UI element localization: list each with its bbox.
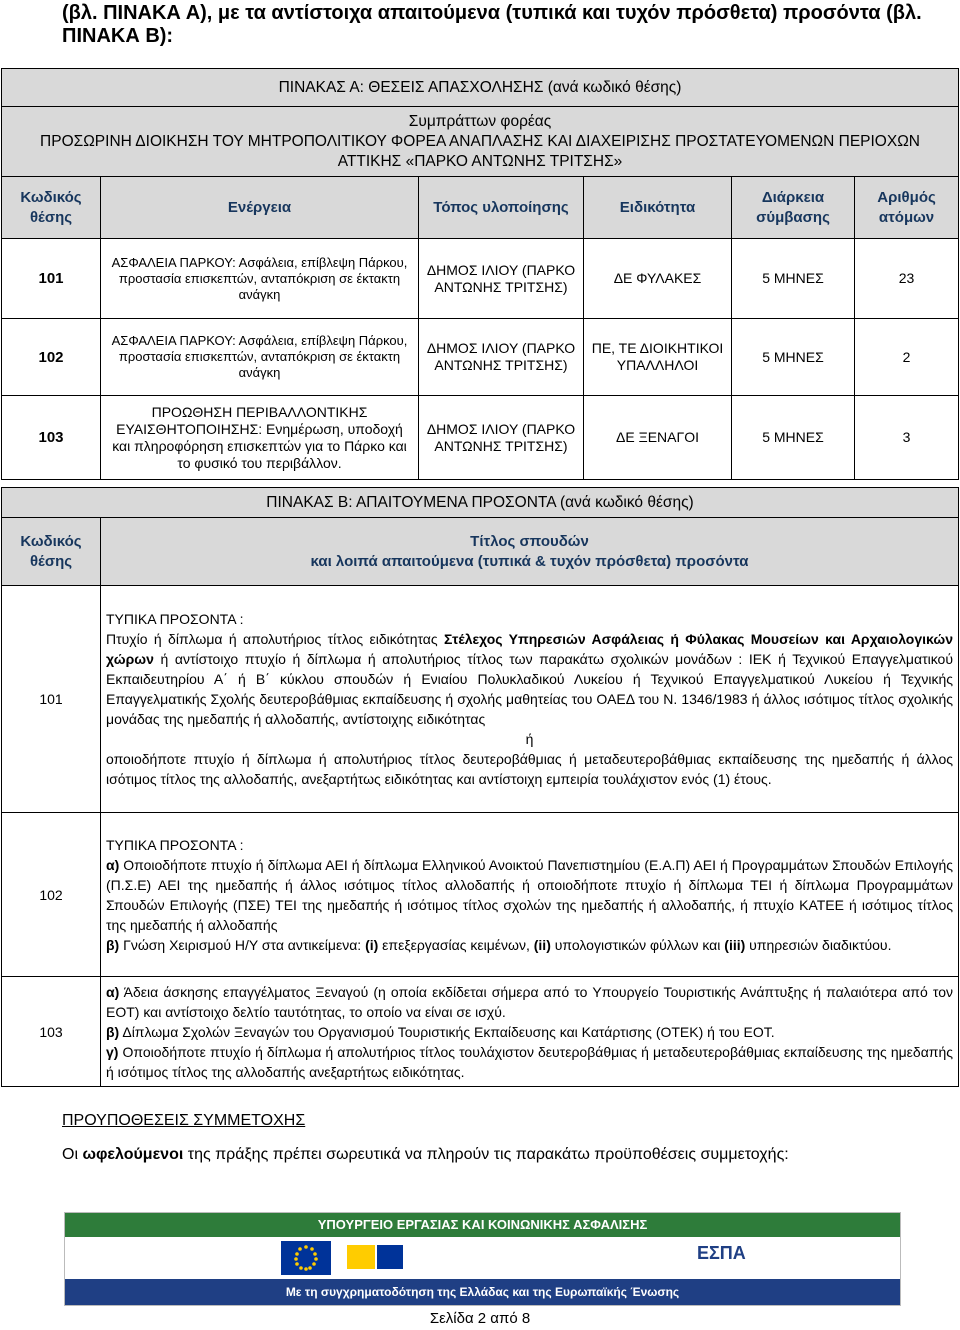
row-code: 101 (2, 239, 101, 319)
item-text: Άδεια άσκησης επαγγέλματος Ξεναγού (η οποία εκδίδεται σήμερα από το Υπουργείο Τουριστικής Ανάπτυξης ή παλαιότερα από τον ΕΟΤ) και αντίστοιχο δελτίο ταυτότητας, το οποίο να είναι σε ισχύ. (106, 983, 953, 1020)
item-label: α) (106, 983, 120, 1000)
table-row (2, 396, 959, 480)
table-b (1, 487, 959, 1087)
item-label: α) (106, 856, 120, 873)
qual-item-a (106, 982, 953, 1022)
ministry-title: ΥΠΟΥΡΓΕΙΟ ΕΡΓΑΣΙΑΣ ΚΑΙ ΚΟΙΝΩΝΙΚΗΣ ΑΣΦΑΛΙΣΗΣ (65, 1213, 900, 1237)
row-specialty: ΠΕ, ΤΕ ΔΙΟΙΚΗΤΙΚΟΙ ΥΠΑΛΛΗΛΟΙ (584, 319, 732, 396)
conditions-text (62, 1144, 900, 1166)
conditions-heading: ΠΡΟΥΠΟΘΕΣΕΙΣ ΣΥΜΜΕΤΟΧΗΣ (62, 1112, 306, 1129)
row-code: 102 (2, 813, 101, 977)
qual-heading: ΤΥΠΙΚΑ ΠΡΟΣΟΝΤΑ : (106, 836, 244, 853)
intro-text: (βλ. ΠΙΝΑΚΑ Α), με τα αντίστοιχα απαιτούμενα (τυπικά και τυχόν πρόσθετα) προσόντα (βλ. ΠΙΝΑΚΑ Β): (62, 2, 922, 47)
table-row (2, 586, 959, 813)
qual-text: Πτυχίο ή δίπλωμα ή απολυτήριος τίτλος ειδικότητας (106, 631, 445, 647)
col-place-header: Τόπος υλοποίησης (419, 177, 584, 239)
qual-paragraph (106, 629, 953, 729)
row-specialty: ΔΕ ΦΥΛΑΚΕΣ (584, 239, 732, 319)
partner-name: ΠΡΟΣΩΡΙΝΗ ΔΙΟΙΚΗΣΗ ΤΟΥ ΜΗΤΡΟΠΟΛΙΤΙΚΟΥ ΦΟΡΕΑ ΑΝΑΠΛΑΣΗΣ ΚΑΙ ΔΙΑΧΕΙΡΙΣΗΣ ΠΡΟΣΤΑΤΕΥΟΜΕΝΩΝ ΠΕΡΙΟΧΩΝ ΑΤΤΙΚΗΣ «ΠΑΡΚΟ ΑΝΤΩΝΗΣ ΤΡΙΤΣΗΣ» (40, 132, 920, 170)
qual-item-b (106, 1022, 953, 1042)
row-code: 101 (2, 586, 101, 813)
table-a (1, 68, 959, 480)
col-duration-header: Διάρκεια σύμβασης (732, 177, 855, 239)
cofunding-text: Με τη συγχρηματοδότηση της Ελλάδας και της Ευρωπαϊκής Ένωσης (65, 1279, 900, 1305)
conditions-text-part: της πράξης πρέπει σωρευτικά να πληρούν τις παρακάτω προϋποθέσεις συμμετοχής: (183, 1146, 789, 1163)
row-duration: 5 ΜΗΝΕΣ (732, 239, 855, 319)
funding-banner (64, 1212, 901, 1306)
banner-logos (65, 1237, 900, 1279)
table-row (2, 977, 959, 1087)
col-count-header: Αριθμός ατόμων (855, 177, 959, 239)
item-text: Οποιοδήποτε πτυχίο ή δίπλωμα ΑΕΙ ή δίπλωμα Ελληνικού Ανοικτού Πανεπιστημίου (Ε.Α.Π) ΑΕΙ ή Προγραμμάτων Σπουδών Επιλογής (Π.Σ.Ε) ΑΕΙ της ημεδαπής ή άλλος ισότιμος τίτλος αλλοδαπής ή οποιοδήποτε πτυχίο ή δίπλωμα ΤΕΙ ή δίπλωμα Προγραμμάτων Σπουδών Επιλογής (ΠΣΕ) ΤΕΙ της ημεδαπής ή ισότιμος τίτλος σχολών της ημεδαπής ή αλλοδαπής, ή πτυχίο ΚΑΤΕΕ ή ισότιμος τίτλος της ημεδαπής ή αλλοδαπής (106, 856, 953, 933)
conditions-emphasis: ωφελούμενοι (82, 1146, 184, 1163)
qual-item-c (106, 1042, 953, 1082)
item-label: (i) (365, 936, 379, 953)
col-code-header: Κωδικός θέσης (2, 518, 101, 586)
row-activity: ΑΣΦΑΛΕΙΑ ΠΑΡΚΟΥ: Ασφάλεια, επίβλεψη Πάρκου, προστασία επισκεπτών, ανταπόκριση σε έκτακτη ανάγκη (101, 319, 419, 396)
qual-item-b (106, 935, 953, 955)
table-row (2, 319, 959, 396)
row-code: 103 (2, 396, 101, 480)
item-text: Γνώση Χειρισμού Η/Υ στα αντικείμενα: (119, 936, 366, 953)
table-b-title: ΠΙΝΑΚΑΣ Β: ΑΠΑΙΤΟΥΜΕΝΑ ΠΡΟΣΟΝΤΑ (ανά κωδικό θέσης) (2, 488, 959, 518)
row-duration: 5 ΜΗΝΕΣ (732, 319, 855, 396)
table-a-partner (2, 107, 959, 177)
row-count: 2 (855, 319, 959, 396)
item-label: (iii) (724, 936, 746, 953)
qual-specialty: Στέλεχος Υπηρεσιών Ασφάλειας ή Φύλακας Μουσείων και Αρχαιολογικών χώρων (106, 631, 953, 667)
row-place: ΔΗΜΟΣ ΙΛΙΟΥ (ΠΑΡΚΟ ΑΝΤΩΝΗΣ ΤΡΙΤΣΗΣ) (419, 319, 584, 396)
conditions-text-part: Οι (62, 1146, 83, 1163)
qual-text: ή αντίστοιχο πτυχίο ή δίπλωμα ή απολυτήριος τίτλος των παρακάτω σχολικών μονάδων : ΙΕΚ ή Τεχνικού Επαγγελματικού Εκπαιδευτηρίου Α΄ ή Β΄ κύκλου σπουδών ή Ενιαίου Πολυκλαδικού Λυκείου ή Τεχνικού Επαγγελματικού Λυκείου ή Τεχνικής Επαγγελματικής Σχολής δευτεροβάθμιας εκπαίδευσης ή σχολής μαθητείας του ΟΑΕΔ του Ν. 1346/1983 ή άλλος ισότιμος τίτλος σχολικής μονάδας της ημεδαπής ή αλλοδαπής, αντίστοιχης ειδικότητας (106, 651, 953, 727)
page-number: Σελίδα 2 από 8 (429, 1310, 531, 1327)
row-duration: 5 ΜΗΝΕΣ (732, 396, 855, 480)
conditions-section (62, 1110, 900, 1166)
qual-or: ή (525, 731, 534, 747)
espa-logo: ΕΣΠΑ (697, 1243, 746, 1263)
qualifications-title: Τίτλος σπουδών (470, 532, 589, 550)
esf-logo-icon (345, 1241, 405, 1275)
col-specialty-header: Ειδικότητα (584, 177, 732, 239)
item-text: υπηρεσιών διαδικτύου. (745, 936, 892, 953)
item-label: γ) (106, 1043, 119, 1060)
col-activity-header: Ενέργεια (101, 177, 419, 239)
item-text: Οποιοδήποτε πτυχίο ή δίπλωμα ή απολυτήριος τίτλος τουλάχιστον δευτεροβάθμιας ή μεταδευτεροβάθμιας εκπαίδευσης της ημεδαπής ή ισότιμος τίτλος της αλλοδαπής ανεξαρτήτως ειδικότητας. (106, 1043, 953, 1080)
table-a-title: ΠΙΝΑΚΑΣ Α: ΘΕΣΕΙΣ ΑΠΑΣΧΟΛΗΣΗΣ (ανά κωδικό θέσης) (2, 69, 959, 107)
row-activity: ΠΡΟΩΘΗΣΗ ΠΕΡΙΒΑΛΛΟΝΤΙΚΗΣ ΕΥΑΙΣΘΗΤΟΠΟΙΗΣΗΣ: Ενημέρωση, υποδοχή και πληροφόρηση επισκεπτών για το Πάρκο και το φυσικό του περιβάλλον. (101, 396, 419, 480)
row-code: 103 (2, 977, 101, 1087)
qualifications-subtitle: και λοιπά απαιτούμενα (τυπικά & τυχόν πρόσθετα) προσόντα (310, 552, 749, 570)
table-row (2, 813, 959, 977)
item-text: υπολογιστικών φύλλων και (550, 936, 725, 953)
row-count: 23 (855, 239, 959, 319)
partner-label: Συμπράττων φορέας (408, 112, 552, 130)
row-specialty: ΔΕ ΞΕΝΑΓΟΙ (584, 396, 732, 480)
item-label: β) (106, 936, 120, 953)
item-text: επεξεργασίας κειμένων, (378, 936, 534, 953)
col-qualifications-header (101, 518, 959, 586)
row-place: ΔΗΜΟΣ ΙΛΙΟΥ (ΠΑΡΚΟ ΑΝΤΩΝΗΣ ΤΡΙΤΣΗΣ) (419, 239, 584, 319)
qual-paragraph: οποιοδήποτε πτυχίο ή δίπλωμα ή απολυτήριος τίτλος δευτεροβάθμιας ή μεταδευτεροβάθμιας εκπαίδευσης της ημεδαπής ή άλλος ισότιμος τίτλος της αλλοδαπής, ανεξαρτήτως ειδικότητας και αντίστοιχη εμπειρία τουλάχιστον ενός (1) έτους. (106, 751, 953, 787)
col-code-header: Κωδικός θέσης (2, 177, 101, 239)
row-qualifications (101, 977, 959, 1087)
item-label: (ii) (533, 936, 551, 953)
item-label: β) (106, 1023, 120, 1040)
item-text: Δίπλωμα Σχολών Ξεναγών του Οργανισμού Τουριστικής Εκπαίδευσης και Κατάρτισης (ΟΤΕΚ) ή του ΕΟΤ. (119, 1023, 775, 1040)
qual-heading: ΤΥΠΙΚΑ ΠΡΟΣΟΝΤΑ : (106, 611, 244, 627)
row-code: 102 (2, 319, 101, 396)
row-count: 3 (855, 396, 959, 480)
table-row (2, 239, 959, 319)
row-qualifications (101, 813, 959, 977)
row-activity: ΑΣΦΑΛΕΙΑ ΠΑΡΚΟΥ: Ασφάλεια, επίβλεψη Πάρκου, προστασία επισκεπτών, ανταπόκριση σε έκτακτη ανάγκη (101, 239, 419, 319)
row-qualifications (101, 586, 959, 813)
row-place: ΔΗΜΟΣ ΙΛΙΟΥ (ΠΑΡΚΟ ΑΝΤΩΝΗΣ ΤΡΙΤΣΗΣ) (419, 396, 584, 480)
qual-item-a (106, 855, 953, 935)
eu-flag-icon (281, 1241, 331, 1275)
